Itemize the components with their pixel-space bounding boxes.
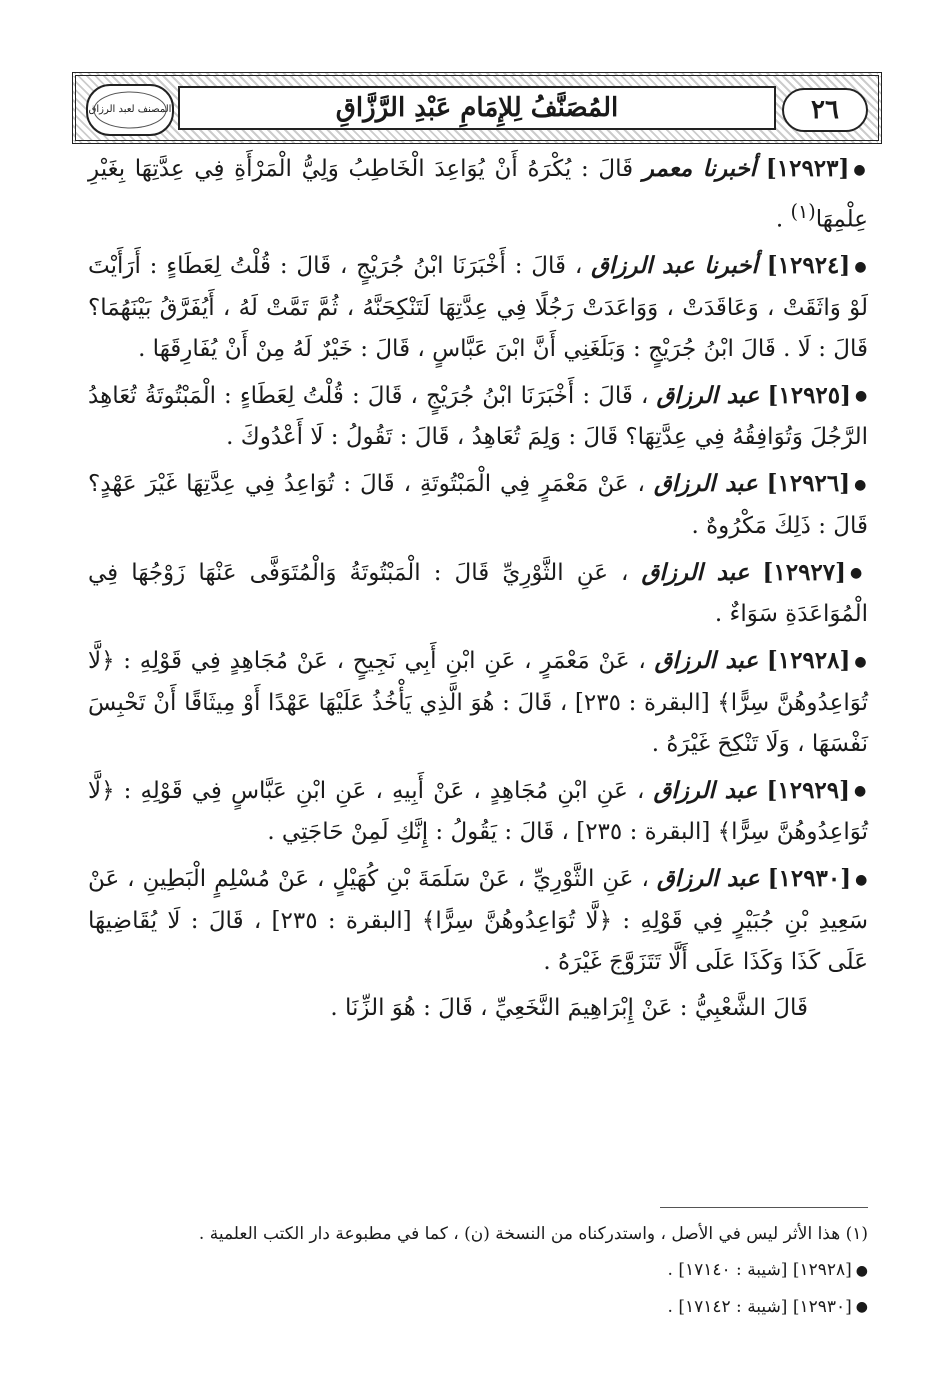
hadith-entry (88, 858, 868, 983)
hadith-entry (88, 375, 868, 459)
hadith-number: [١٢٩٢٨] (766, 647, 851, 675)
main-text (88, 148, 868, 1034)
hadith-text: ، عَنِ الثَّوْرِيِّ قَالَ : الْمَبْتُوتَةُ وَالْمُتَوَفَّى عَنْهَا زَوْجُهَا فِي الْمُوَاعَدَةِ سَوَاءٌ . (88, 559, 868, 628)
hadith-number: [١٢٩٣٠] (767, 865, 852, 893)
hadith-text: قَالَ : يُكْرَهُ أَنْ يُوَاعِدَ الْخَاطِبُ وَلِيُّ الْمَرْأَةِ فِي عِدَّتِهَا بِغَيْرِ عِلْمِهَا (88, 156, 868, 233)
bullet-icon: ● (854, 476, 868, 493)
page-number: ٢٦ (782, 88, 868, 132)
hadith-source: عبد الرزاق (653, 776, 758, 804)
hadith-number: [١٢٩٢٥] (767, 381, 852, 409)
bullet-icon: ● (854, 653, 869, 670)
hadith-source: أخبرنا معمر (642, 155, 757, 182)
footnote-text: [١٢٩٢٨] [شيبة : ١٧١٤٠] . (667, 1260, 852, 1280)
footnote-ref-line (88, 1252, 868, 1289)
bullet-icon: ● (854, 258, 869, 275)
footnote-ref-line (88, 1289, 868, 1326)
hadith-source: عبد الرزاق (654, 647, 759, 675)
bullet-icon: ● (850, 565, 868, 582)
hadith-end: . (775, 206, 791, 233)
hadith-entry (88, 245, 868, 370)
hadith-number: [١٢٩٢٦] (766, 470, 851, 498)
bullet-icon: ● (853, 161, 868, 178)
publisher-seal (86, 84, 174, 136)
hadith-source: أخبرنا عبد الرزاق (591, 252, 758, 280)
bullet-icon: ● (854, 783, 869, 800)
footnotes (88, 1216, 868, 1325)
hadith-entry (88, 640, 868, 765)
bullet-icon: ● (855, 1262, 868, 1279)
hadith-number: [١٢٩٢٣] (765, 155, 850, 182)
hadith-text: ، عَنْ مَعْمَرٍ فِي الْمَبْتُوتَةِ ، قَالَ : تُوَاعِدُ فِي عِدَّتِهَا غَيْرَ عَهْدٍ؟ قَالَ : ذَلِكَ مَكْرُوهٌ . (88, 471, 868, 539)
bullet-icon: ● (855, 388, 869, 405)
hadith-number: [١٢٩٢٤] (766, 252, 851, 280)
footnote-text: [١٢٩٣٠] [شيبة : ١٧١٤٢] . (667, 1296, 852, 1317)
hadith-text: ، قَالَ : أَخْبَرَنَا ابْنُ جُرَيْجٍ ، قَالَ : قُلْتُ لِعَطَاءٍ : أَرَأَيْتَ لَوْ وَاثَقَتْ ، وَعَاقَدَتْ ، وَوَاعَدَتْ رَجُلًا فِي عِدَّتِهَا لَتَنْكِحَنَّهُ ، ثُمَّ تَمَّتْ لَهُ ، أَيُفَرَّقُ بَيْنَهُمَا؟ قَالَ : لَا . قَالَ ابْنُ جُرَيْجٍ : وَبَلَغَنِي أَنَّ ابْنَ عَبَّاسٍ ، قَالَ : خَيْرٌ لَهُ مِنْ أَنْ يُفَارِقَهَا . (88, 253, 868, 362)
hadith-number: [١٢٩٢٧] (762, 558, 847, 586)
hadith-text: ، عَنِ ابْنِ مُجَاهِدٍ ، عَنْ أَبِيهِ ، عَنِ ابْنِ عَبَّاسٍ فِي قَوْلِهِ : ﴿لَّا تُوَاعِدُوهُنَّ سِرًّا﴾ [البقرة : ٢٣٥] ، قَالَ : يَقُولُ : إِنَّكِ لَمِنْ حَاجَتِي . (88, 777, 868, 846)
hadith-text: ، عَنِ الثَّوْرِيِّ ، عَنْ سَلَمَةَ بْنِ كُهَيْلٍ ، عَنْ مُسْلِمٍ الْبَطِينِ ، عَنْ سَعِيدِ بْنِ جُبَيْرٍ فِي قَوْلِهِ : ﴿لَّا تُوَاعِدُوهُنَّ سِرًّا﴾ [البقرة : ٢٣٥] ، قَالَ : لَا يُقَاضِيهَا عَلَى كَذَا وَكَذَا عَلَى أَلَّا تَتَزَوَّجَ غَيْرَهُ . (88, 866, 869, 975)
bullet-icon: ● (855, 871, 869, 888)
hadith-number: [١٢٩٢٩] (766, 776, 851, 804)
hadith-entry (88, 770, 868, 854)
hadith-source: عبد الرزاق (641, 558, 750, 586)
header-title-frame (178, 86, 776, 130)
hadith-entry (88, 463, 868, 547)
hadith-source: عبد الرزاق (656, 865, 760, 893)
seal-text: المصنف لعبد الرزاق (88, 104, 172, 115)
footnote: (١) هذا الأثر ليس في الأصل ، واستدركناه من النسخة (ن) ، كما في مطبوعة دار الكتب العلمية . (198, 1224, 868, 1244)
seal-frame-icon (88, 86, 172, 134)
bullet-icon: ● (855, 1299, 868, 1315)
footnote-ref: (١) (790, 199, 816, 223)
hadith-text: ، عَنْ مَعْمَرٍ ، عَنِ ابْنِ أَبِي نَجِيحٍ ، عَنْ مُجَاهِدٍ فِي قَوْلِهِ : ﴿لَّا تُوَاعِدُوهُنَّ سِرًّا﴾ [البقرة : ٢٣٥] ، قَالَ : هُوَ الَّذِي يَأْخُذُ عَلَيْهَا عَهْدًا أَوْ مِيثَاقًا أَنْ تَحْبِسَ نَفْسَهَا ، وَلَا تَنْكِحَ غَيْرَهُ . (88, 648, 868, 757)
page-header (72, 72, 882, 144)
hadith-entry (88, 148, 868, 240)
hadith-text: ، قَالَ : أَخْبَرَنَا ابْنُ جُرَيْجٍ ، قَالَ : قُلْتُ لِعَطَاءٍ : الْمَبْتُوتَةُ تُعَاهِدُ الرَّجُلَ وَتُوَافِقُهُ فِي عِدَّتِهَا؟ قَالَ : وَلِمَ تُعَاهِدُ ، قَالَ : تَقُولُ : لَا أَعْدُوكَ . (88, 382, 868, 451)
hadith-source: عبد الرزاق (656, 381, 760, 409)
hadith-source: عبد الرزاق (653, 470, 758, 498)
book-title: المُصَنَّفُ لِلإِمَامِ عَبْدِ الرَّزَّاقِ (335, 93, 619, 123)
closing-line: قَالَ الشَّعْبِيُّ : عَنْ إِبْرَاهِيمَ النَّخَعِيِّ ، قَالَ : هُوَ الزِّنَا . (330, 994, 808, 1021)
hadith-entry (88, 552, 868, 636)
footnote-divider (660, 1207, 868, 1208)
